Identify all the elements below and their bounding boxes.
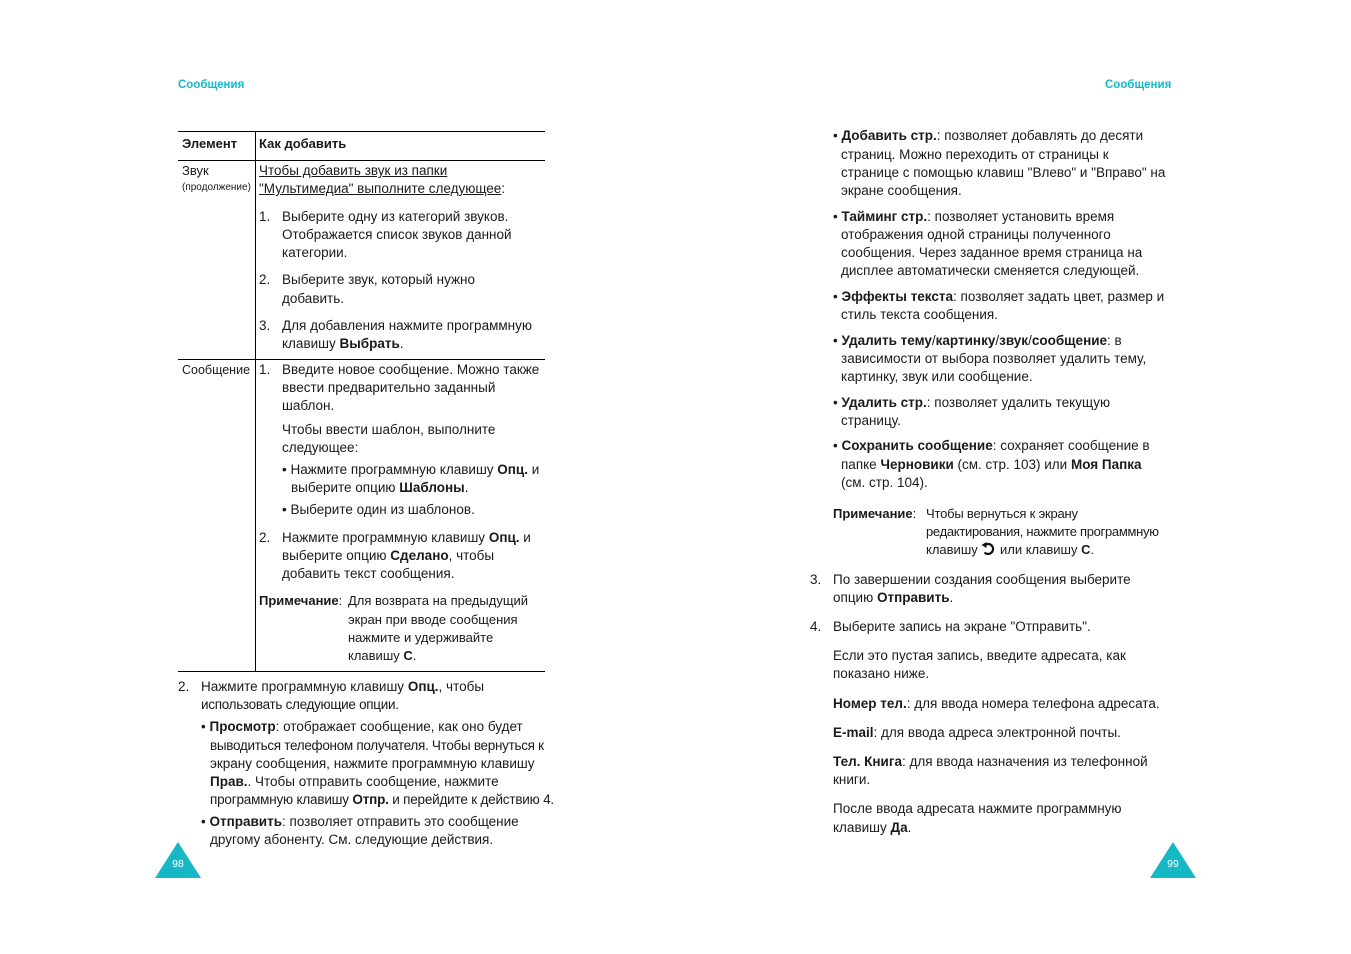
col-header-element: Элемент: [182, 136, 238, 151]
row-sound-name: Звук: [182, 163, 209, 178]
field-phonebook-line1: Тел. Книга: для ввода назначения из телефонной: [833, 754, 1148, 769]
right-step3-line1: По завершении создания сообщения выберите: [833, 572, 1131, 587]
field-phonebook-line2: книги.: [833, 772, 871, 787]
option-send-line2: другому абоненту. См. следующие действия.: [210, 832, 494, 847]
table-note-line2: экран при вводе сообщения: [348, 612, 518, 627]
opt-effects-line1: • Эффекты текста: позволяет задать цвет, размер и: [833, 289, 1165, 304]
table-note-label: Примечание:: [259, 593, 343, 608]
opt-add-page-line4: экране сообщения.: [841, 183, 962, 198]
message-step1-line3: шаблон.: [282, 398, 335, 413]
right-note-label: Примечание:: [833, 506, 917, 521]
table-top-rule: [178, 131, 545, 132]
template-bullet1-line2: выберите опцию Шаблоны.: [291, 480, 469, 495]
opt-timing-line4: дисплее автоматически сменяется следующей.: [841, 263, 1140, 278]
opt-delete-page-line2: страницу.: [841, 413, 901, 428]
back-arrow-icon: [981, 542, 996, 562]
right-step4-line1: Выберите запись на экране "Отправить".: [833, 619, 1091, 634]
table-column-divider: [255, 131, 256, 671]
table-header-rule: [178, 160, 545, 161]
col-header-how: Как добавить: [259, 136, 347, 151]
right-step3-line2: опцию Отправить.: [833, 590, 954, 605]
option-view-line3: экрану сообщения, нажмите программную клавишу: [210, 756, 535, 771]
right-page-header: Сообщения: [1105, 79, 1172, 91]
sound-step3-line2: клавишу Выбрать.: [282, 336, 404, 351]
field-email: E-mail: для ввода адреса электронной почты.: [833, 725, 1121, 740]
right-step3-num: 3.: [810, 572, 822, 587]
left-page-number: 98: [172, 858, 184, 870]
table-note-line3: нажмите и удерживайте: [348, 630, 494, 645]
left-step2-line1: Нажмите программную клавишу Опц., чтобы: [201, 679, 485, 694]
sound-step2-num: 2.: [259, 272, 271, 287]
message-step1-num: 1.: [259, 362, 271, 377]
sound-step1-num: 1.: [259, 209, 271, 224]
opt-timing-line3: сообщения. Через заданное время страница на: [841, 245, 1143, 260]
right-note-line2: редактирования, нажмите программную: [926, 524, 1159, 539]
right-page-number: 99: [1167, 858, 1179, 870]
sound-intro-line2: "Мультимедиа" выполните следующее:: [259, 181, 506, 196]
empty-entry-line1: Если это пустая запись, введите адресата, как: [833, 648, 1126, 663]
sound-intro-line1: Чтобы добавить звук из папки: [259, 163, 448, 178]
opt-timing-line1: • Тайминг стр.: позволяет установить время: [833, 209, 1115, 224]
opt-add-page-line1: • Добавить стр.: позволяет добавлять до десяти: [833, 128, 1144, 143]
message-step2-line2: выберите опцию Сделано, чтобы: [282, 548, 495, 563]
empty-entry-line2: показано ниже.: [833, 666, 930, 681]
template-bullet1-line1: • Нажмите программную клавишу Опц. и: [282, 462, 540, 477]
sound-step1-line1: Выберите одну из категорий звуков.: [282, 209, 509, 224]
message-step1-line2: ввести предварительно заданный: [282, 380, 496, 395]
option-view-line5: программную клавишу Отпр. и перейдите к действию 4.: [210, 792, 554, 807]
sound-step1-line2: Отображается список звуков данной: [282, 227, 512, 242]
message-step2-num: 2.: [259, 530, 271, 545]
template-bullet2: • Выберите один из шаблонов.: [282, 502, 475, 517]
message-step2-line3: добавить текст сообщения.: [282, 566, 455, 581]
table-note-line4: клавишу C.: [348, 648, 417, 663]
sound-step3-num: 3.: [259, 318, 271, 333]
sound-step1-line3: категории.: [282, 245, 348, 260]
right-step4-num: 4.: [810, 619, 822, 634]
opt-save-line2: папке Черновики (см. стр. 103) или Моя Папка: [841, 457, 1142, 472]
right-note-line3: клавишу или клавишу C.: [926, 541, 1094, 562]
option-send-line1: • Отправить: позволяет отправить это сообщение: [201, 814, 519, 829]
field-phone-number: Номер тел.: для ввода номера телефона адресата.: [833, 696, 1160, 711]
sound-step2-line1: Выберите звук, который нужно: [282, 272, 476, 287]
row-message-name: Сообщение: [182, 363, 251, 377]
option-view-line4: Прав.. Чтобы отправить сообщение, нажмите: [210, 774, 499, 789]
opt-save-line3: (см. стр. 104).: [841, 475, 928, 490]
opt-delete-page-line1: • Удалить стр.: позволяет удалить текущую: [833, 395, 1111, 410]
table-row-rule: [178, 359, 545, 360]
message-step1-line1: Введите новое сообщение. Можно также: [282, 362, 540, 377]
after-address-line2: клавишу Да.: [833, 820, 912, 835]
sound-step2-line2: добавить.: [282, 291, 344, 306]
template-intro-line2: следующее:: [282, 440, 359, 455]
message-step2-line1: Нажмите программную клавишу Опц. и: [282, 530, 531, 545]
opt-add-page-line2: страниц. Можно переходить от страницы к: [841, 147, 1109, 162]
option-view-line1: • Просмотр: отображает сообщение, как оно будет: [201, 719, 523, 734]
opt-save-line1: • Сохранить сообщение: сохраняет сообщение в: [833, 438, 1150, 453]
opt-effects-line2: стиль текста сообщения.: [841, 307, 998, 322]
after-address-line1: После ввода адресата нажмите программную: [833, 801, 1122, 816]
template-intro-line1: Чтобы ввести шаблон, выполните: [282, 422, 496, 437]
right-note-line1: Чтобы вернуться к экрану: [926, 506, 1078, 521]
row-sound-continued: (продолжение): [182, 182, 251, 193]
opt-timing-line2: отображения одной страницы полученного: [841, 227, 1111, 242]
option-view-line2: выводиться телефоном получателя. Чтобы вернуться к: [210, 738, 544, 753]
opt-add-page-line3: странице с помощью клавиш "Влево" и "Вправо" на: [841, 165, 1166, 180]
left-step2-num: 2.: [178, 679, 190, 694]
sound-step3-line1: Для добавления нажмите программную: [282, 318, 532, 333]
table-bottom-rule: [178, 671, 545, 672]
table-note-line1: Для возврата на предыдущий: [348, 593, 529, 608]
opt-delete-line3: картинку, звук или сообщение.: [841, 369, 1033, 384]
opt-delete-line2: зависимости от выбора позволяет удалить тему,: [841, 351, 1147, 366]
opt-delete-line1: • Удалить тему/картинку/звук/сообщение: в: [833, 333, 1122, 348]
left-page-header: Сообщения: [178, 79, 245, 91]
left-step2-line2: использовать следующие опции.: [201, 697, 399, 712]
